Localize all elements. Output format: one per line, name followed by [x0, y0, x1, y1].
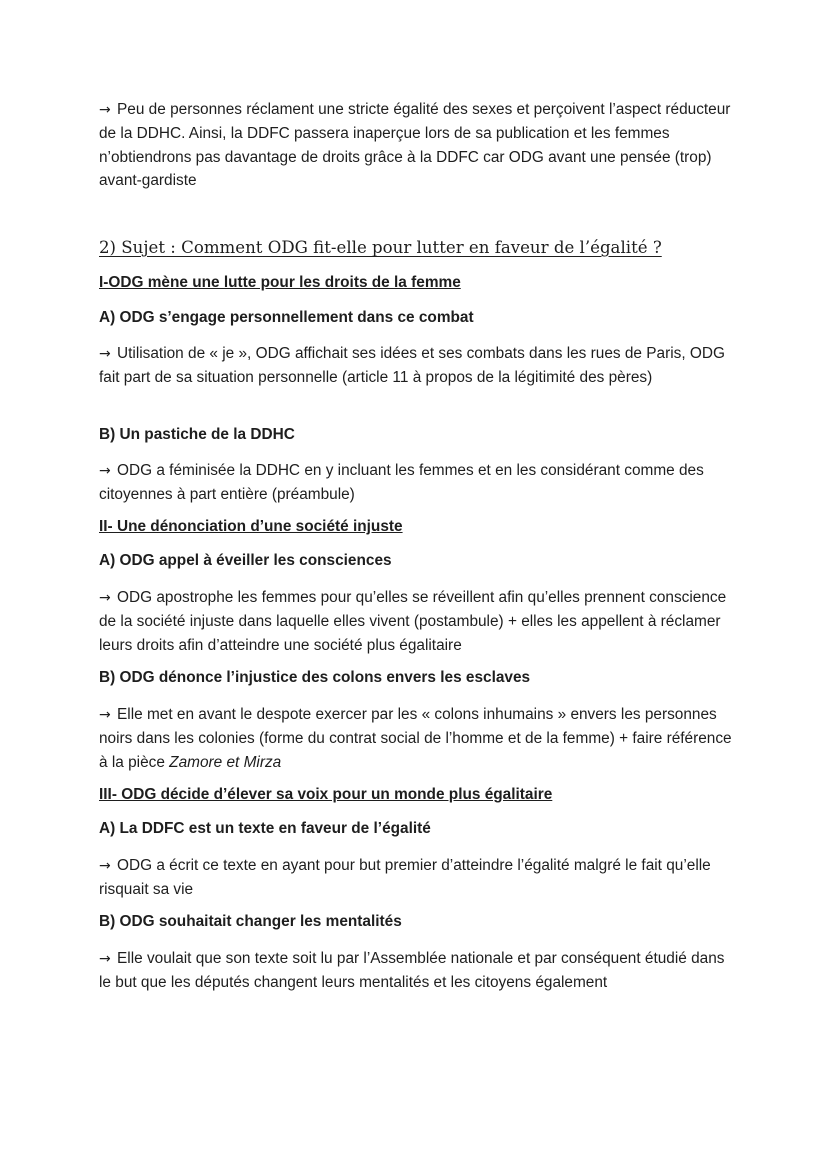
part-heading-2: II- Une dénonciation d’une société injuste	[99, 518, 403, 535]
arrow-icon: →	[99, 463, 111, 479]
section-text-2b: → Elle met en avant le despote exercer par les « colons inhumains » envers les personnes noirs dans les colonies (forme du contrat social de l’homme et de la femme) + faire référence à la pièce Zamore et Mirza	[99, 706, 732, 771]
section-heading-1b: B) Un pastiche de la DDHC	[99, 426, 295, 443]
arrow-icon: →	[99, 707, 111, 723]
arrow-icon: →	[99, 102, 111, 118]
subject-title: 2) Sujet : Comment ODG fit-elle pour lutter en faveur de l’égalité ?	[99, 238, 662, 257]
arrow-icon: →	[99, 590, 111, 606]
part-heading-1: I-ODG mène une lutte pour les droits de la femme	[99, 274, 461, 291]
section-heading-2a: A) ODG appel à éveiller les consciences	[99, 552, 392, 569]
play-title: Zamore et Mirza	[169, 753, 282, 771]
intro-paragraph	[99, 98, 739, 192]
section-text-1b: → ODG a féminisée la DDHC en y incluant les femmes et en les considérant comme des citoyennes à part entière (préambule)	[99, 462, 704, 504]
section-heading-3b: B) ODG souhaitait changer les mentalités	[99, 913, 402, 930]
section-heading-1a: A) ODG s’engage personnellement dans ce combat	[99, 309, 474, 326]
arrow-icon: →	[99, 346, 111, 362]
section-text-2a: → ODG apostrophe les femmes pour qu’elles se réveillent afin qu’elles prennent conscience de la société injuste dans laquelle elles vivent (postambule) + elles les appellent à réclamer leurs droits afin d’atteindre une société plus égalitaire	[99, 589, 727, 654]
section-heading-3a: A) La DDFC est un texte en faveur de l’égalité	[99, 820, 431, 837]
section-text-3b: → Elle voulait que son texte soit lu par l’Assemblée nationale et par conséquent étudié dans le but que les députés changent leurs mentalités et les citoyens également	[99, 950, 725, 992]
section-text-3a: → ODG a écrit ce texte en ayant pour but premier d’atteindre l’égalité malgré le fait qu’elle risquait sa vie	[99, 857, 711, 899]
part-heading-3: III- ODG décide d’élever sa voix pour un monde plus égalitaire	[99, 786, 553, 803]
arrow-icon: →	[99, 858, 111, 874]
intro-text: Peu de personnes réclament une stricte égalité des sexes et perçoivent l’aspect réducteur de la DDHC. Ainsi, la DDFC passera inaperçue lors de sa publication et les femmes n’obtiendrons pas davantage de droits grâce à la DDFC car ODG avant une pensée (trop) avant-gardiste	[99, 101, 731, 189]
section-text-1a: → Utilisation de « je », ODG affichait ses idées et ses combats dans les rues de Paris, ODG fait part de sa situation personnelle (article 11 à propos de la légitimité des pères)	[99, 345, 725, 387]
arrow-icon: →	[99, 951, 111, 967]
section-heading-2b: B) ODG dénonce l’injustice des colons envers les esclaves	[99, 669, 531, 686]
